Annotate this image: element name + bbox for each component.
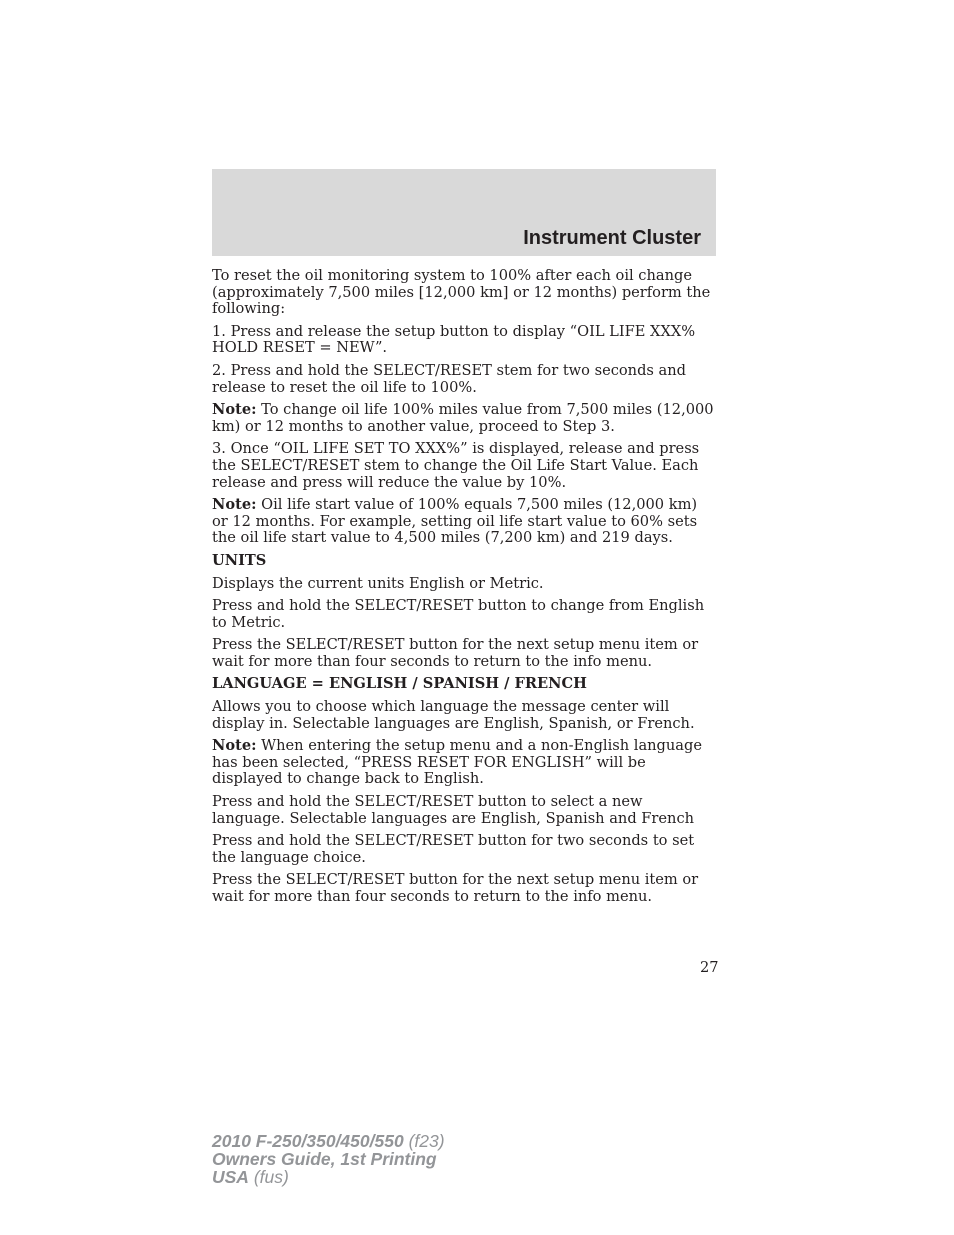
section-title: Instrument Cluster: [523, 227, 701, 249]
note-oil-life-start: [212, 497, 716, 547]
heading-units: UNITS: [212, 551, 267, 569]
paragraph-units-display: Displays the current units English or Metric.: [212, 574, 544, 592]
paragraph-language-choose: Allows you to choose which language the message center will display in. Selectable languages are English, Spanish, or French.: [212, 698, 695, 732]
paragraph-step-3: 3. Once “OIL LIFE SET TO XXX%” is displayed, release and press the SELECT/RESET stem to change the Oil Life Start Value. Each release and press will reduce the value by 10%.: [212, 440, 700, 491]
paragraph-units-next: Press the SELECT/RESET button for the next setup menu item or wait for more than four seconds to return to the info menu.: [212, 636, 699, 670]
footer-line-printing: Owners Guide, 1st Printing: [212, 1149, 437, 1169]
paragraph-language-next: Press the SELECT/RESET button for the next setup menu item or wait for more than four seconds to return to the info menu.: [212, 871, 699, 905]
paragraph-step-2: 2. Press and hold the SELECT/RESET stem for two seconds and release to reset the oil life to 100%.: [212, 361, 686, 396]
paragraph-step-1: 1. Press and release the setup button to display “OIL LIFE XXX% HOLD RESET = NEW”.: [212, 322, 696, 357]
section-header-band: [212, 169, 716, 256]
body-content: [212, 268, 716, 912]
footer-model: 2010 F-250/350/450/550: [212, 1131, 404, 1151]
note-text: To change oil life 100% miles value from 7,500 miles (12,000 km) or 12 months to another value, proceed to Step 3.: [212, 401, 714, 435]
paragraph-language-select: Press and hold the SELECT/RESET button to select a new language. Selectable languages are English, Spanish and French: [212, 793, 695, 827]
heading-language: LANGUAGE = ENGLISH / SPANISH / FRENCH: [212, 675, 587, 693]
footer-model-code: (f23): [403, 1131, 445, 1151]
page-number: 27: [700, 959, 719, 976]
note-oil-life-value: [212, 402, 716, 435]
footer-market-code: (fus): [248, 1167, 289, 1187]
note-label: Note:: [212, 737, 257, 755]
note-text: Oil life start value of 100% equals 7,500 miles (12,000 km) or 12 months. For example, setting oil life start value to 60% sets the oil life start value to 4,500 miles (7,200 km) and 219 days.: [212, 496, 698, 547]
paragraph-language-set: Press and hold the SELECT/RESET button for two seconds to set the language choice.: [212, 832, 695, 866]
note-language-english: [212, 738, 716, 788]
footer-market: USA: [212, 1167, 249, 1187]
note-label: Note:: [212, 401, 257, 419]
footer-line-market: [212, 1168, 445, 1186]
footer-edition: [212, 1132, 445, 1186]
paragraph-intro: To reset the oil monitoring system to 100% after each oil change (approximately 7,500 miles [12,000 km] or 12 months) perform the following:: [212, 267, 711, 318]
footer-line-model: [212, 1132, 445, 1150]
note-label: Note:: [212, 496, 257, 514]
paragraph-units-change: Press and hold the SELECT/RESET button to change from English to Metric.: [212, 597, 705, 631]
note-text: When entering the setup menu and a non-English language has been selected, “PRESS RESET FOR ENGLISH” will be displayed to change back to English.: [212, 737, 702, 788]
